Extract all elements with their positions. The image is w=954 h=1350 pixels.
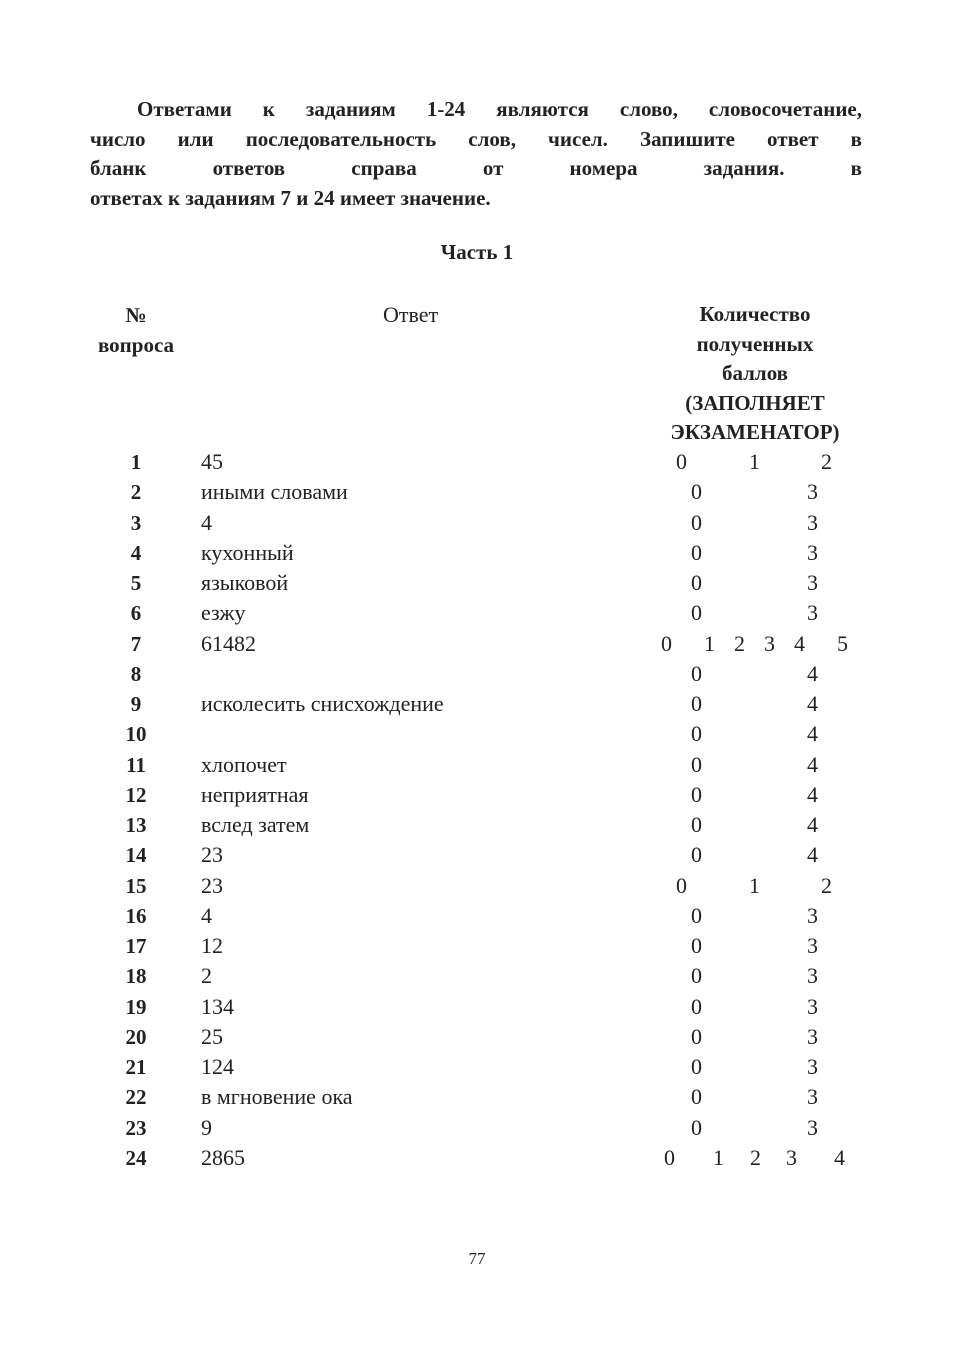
score-option: 2 [734, 630, 745, 656]
question-number: 11 [126, 752, 146, 777]
table-row [0, 840, 954, 870]
table-row [0, 1082, 954, 1112]
answer-text: 134 [201, 993, 234, 1019]
question-number: 4 [130, 540, 142, 565]
score-option: 0 [691, 509, 702, 535]
answer-text: 23 [201, 872, 223, 898]
score-option: 3 [764, 630, 775, 656]
header-question-number [86, 300, 186, 360]
table-row [0, 871, 954, 901]
score-option: 1 [749, 872, 760, 898]
header-score-line: баллов [721, 361, 789, 385]
score-option: 0 [691, 479, 702, 505]
score-option: 0 [691, 660, 702, 686]
question-number: 2 [130, 480, 142, 505]
score-option: 4 [807, 842, 818, 868]
score-option: 3 [807, 1023, 818, 1049]
score-option: 3 [786, 1144, 797, 1170]
score-option: 0 [676, 872, 687, 898]
score-option: 0 [691, 1114, 702, 1140]
answer-table [0, 447, 954, 1173]
page-number: 77 [468, 1249, 486, 1268]
answer-text: 12 [201, 933, 223, 958]
question-number: 17 [125, 934, 147, 958]
score-option: 4 [807, 660, 818, 686]
score-option: 4 [807, 721, 818, 747]
score-option: 3 [807, 963, 818, 989]
score-option: 0 [691, 1023, 702, 1049]
score-option: 0 [691, 570, 702, 595]
instructions-line-4: ответах к заданиям 7 и 24 имеет значение. [90, 185, 491, 210]
score-option: 0 [691, 963, 702, 989]
answer-text: 2865 [201, 1144, 245, 1170]
table-row [0, 598, 954, 628]
table-row [0, 901, 954, 931]
answer-text: вслед затем [201, 812, 310, 837]
question-number: 16 [125, 903, 147, 928]
answer-text: хлопочет [201, 751, 287, 777]
score-option: 0 [676, 449, 687, 474]
score-option: 3 [807, 1054, 818, 1079]
question-number: 3 [130, 510, 142, 535]
answer-text: езжу [201, 600, 246, 626]
score-option: 4 [807, 781, 818, 807]
score-option: 4 [807, 812, 818, 837]
instructions-line-2: число или последовательность слов, чисел. Запишите ответ в [90, 126, 862, 151]
answer-text: 25 [201, 1023, 223, 1049]
score-option: 3 [807, 600, 818, 626]
header-score [640, 300, 870, 448]
question-number: 8 [130, 661, 142, 686]
question-number: 24 [125, 1145, 147, 1170]
score-option: 5 [837, 630, 848, 656]
score-option: 3 [807, 993, 818, 1019]
question-number: 9 [130, 692, 142, 716]
table-row [0, 659, 954, 689]
question-number: 20 [125, 1024, 147, 1049]
question-number: 13 [125, 813, 147, 837]
instructions-line-1: Ответами к заданиям 1-24 являются слово, словосочетание, [137, 97, 862, 121]
table-row [0, 1113, 954, 1143]
question-number: 12 [125, 782, 147, 807]
score-option: 0 [691, 781, 702, 807]
instructions-paragraph [90, 95, 862, 213]
question-number: 10 [125, 722, 147, 747]
score-option: 0 [691, 902, 702, 928]
score-option: 0 [691, 842, 702, 868]
score-option: 3 [807, 479, 818, 505]
score-option: 0 [691, 993, 702, 1019]
answer-text: кухонный [201, 539, 294, 565]
score-option: 0 [691, 600, 702, 626]
question-number: 21 [125, 1055, 147, 1079]
score-option: 1 [713, 1144, 724, 1170]
score-option: 0 [691, 721, 702, 747]
score-option: 1 [749, 449, 760, 474]
score-option: 0 [691, 751, 702, 777]
score-option: 3 [807, 902, 818, 928]
question-number: 22 [125, 1085, 147, 1110]
header-score-line: Количество [699, 302, 811, 326]
header-number-sign: № [125, 303, 147, 327]
question-number: 7 [130, 631, 142, 656]
score-option: 0 [691, 812, 702, 837]
question-number: 23 [125, 1115, 147, 1140]
table-row [0, 780, 954, 810]
table-row [0, 719, 954, 749]
answer-text: иными словами [201, 479, 348, 505]
score-option: 3 [807, 1084, 818, 1110]
table-row [0, 931, 954, 961]
header-question-label: вопроса [97, 333, 175, 357]
score-option: 0 [664, 1144, 675, 1170]
question-number: 5 [130, 571, 142, 595]
answer-text: 9 [201, 1114, 212, 1140]
question-number: 6 [130, 601, 142, 626]
answer-text: 61482 [201, 630, 256, 656]
table-row [0, 961, 954, 991]
header-score-line: ЭКЗАМЕНАТОР) [670, 420, 840, 444]
score-option: 4 [807, 751, 818, 777]
instructions-line-3-right: в [850, 156, 863, 181]
score-option: 0 [661, 630, 672, 656]
table-row [0, 750, 954, 780]
table-row [0, 1143, 954, 1173]
table-row [0, 992, 954, 1022]
question-number: 1 [130, 450, 142, 474]
score-option: 0 [691, 539, 702, 565]
answer-text: в мгновение ока [201, 1084, 353, 1110]
score-option: 3 [807, 570, 818, 595]
header-score-line: (ЗАПОЛНЯЕТ [685, 390, 825, 415]
instructions-line-3 [90, 154, 862, 184]
answer-text: 4 [201, 509, 212, 535]
answer-text: неприятная [201, 781, 309, 807]
score-option: 4 [794, 630, 805, 656]
question-number: 15 [125, 873, 147, 898]
answer-text: языковой [201, 570, 289, 595]
answer-text: исколесить снисхождение [201, 691, 444, 716]
score-option: 3 [807, 539, 818, 565]
answer-text: 45 [201, 449, 223, 474]
score-option: 2 [750, 1144, 761, 1170]
question-number: 19 [125, 994, 147, 1019]
table-row [0, 538, 954, 568]
table-row [0, 508, 954, 538]
score-option: 0 [691, 1084, 702, 1110]
score-option: 2 [821, 449, 832, 474]
score-option: 3 [807, 509, 818, 535]
answer-text: 2 [201, 963, 212, 989]
question-number: 14 [125, 843, 147, 868]
table-row [0, 689, 954, 719]
score-option: 0 [691, 1054, 702, 1079]
question-number: 18 [125, 964, 147, 989]
score-option: 4 [834, 1144, 845, 1170]
answer-text: 23 [201, 842, 223, 868]
score-option: 3 [807, 1114, 818, 1140]
instructions-line-3-left: бланк ответов справа от номера задания. [90, 156, 785, 181]
answer-text: 4 [201, 902, 212, 928]
score-option: 3 [807, 933, 818, 958]
table-row [0, 1022, 954, 1052]
score-option: 1 [704, 630, 715, 656]
table-row [0, 477, 954, 507]
table-row [0, 1052, 954, 1082]
header-answer: Ответ [383, 302, 439, 327]
header-score-line: полученных [696, 331, 814, 356]
score-option: 4 [807, 691, 818, 716]
answer-text: 124 [201, 1054, 234, 1079]
score-option: 0 [691, 933, 702, 958]
part-title: Часть 1 [440, 240, 514, 264]
score-option: 0 [691, 691, 702, 716]
table-row [0, 629, 954, 659]
table-row [0, 447, 954, 477]
score-option: 2 [821, 872, 832, 898]
table-row [0, 568, 954, 598]
table-row [0, 810, 954, 840]
